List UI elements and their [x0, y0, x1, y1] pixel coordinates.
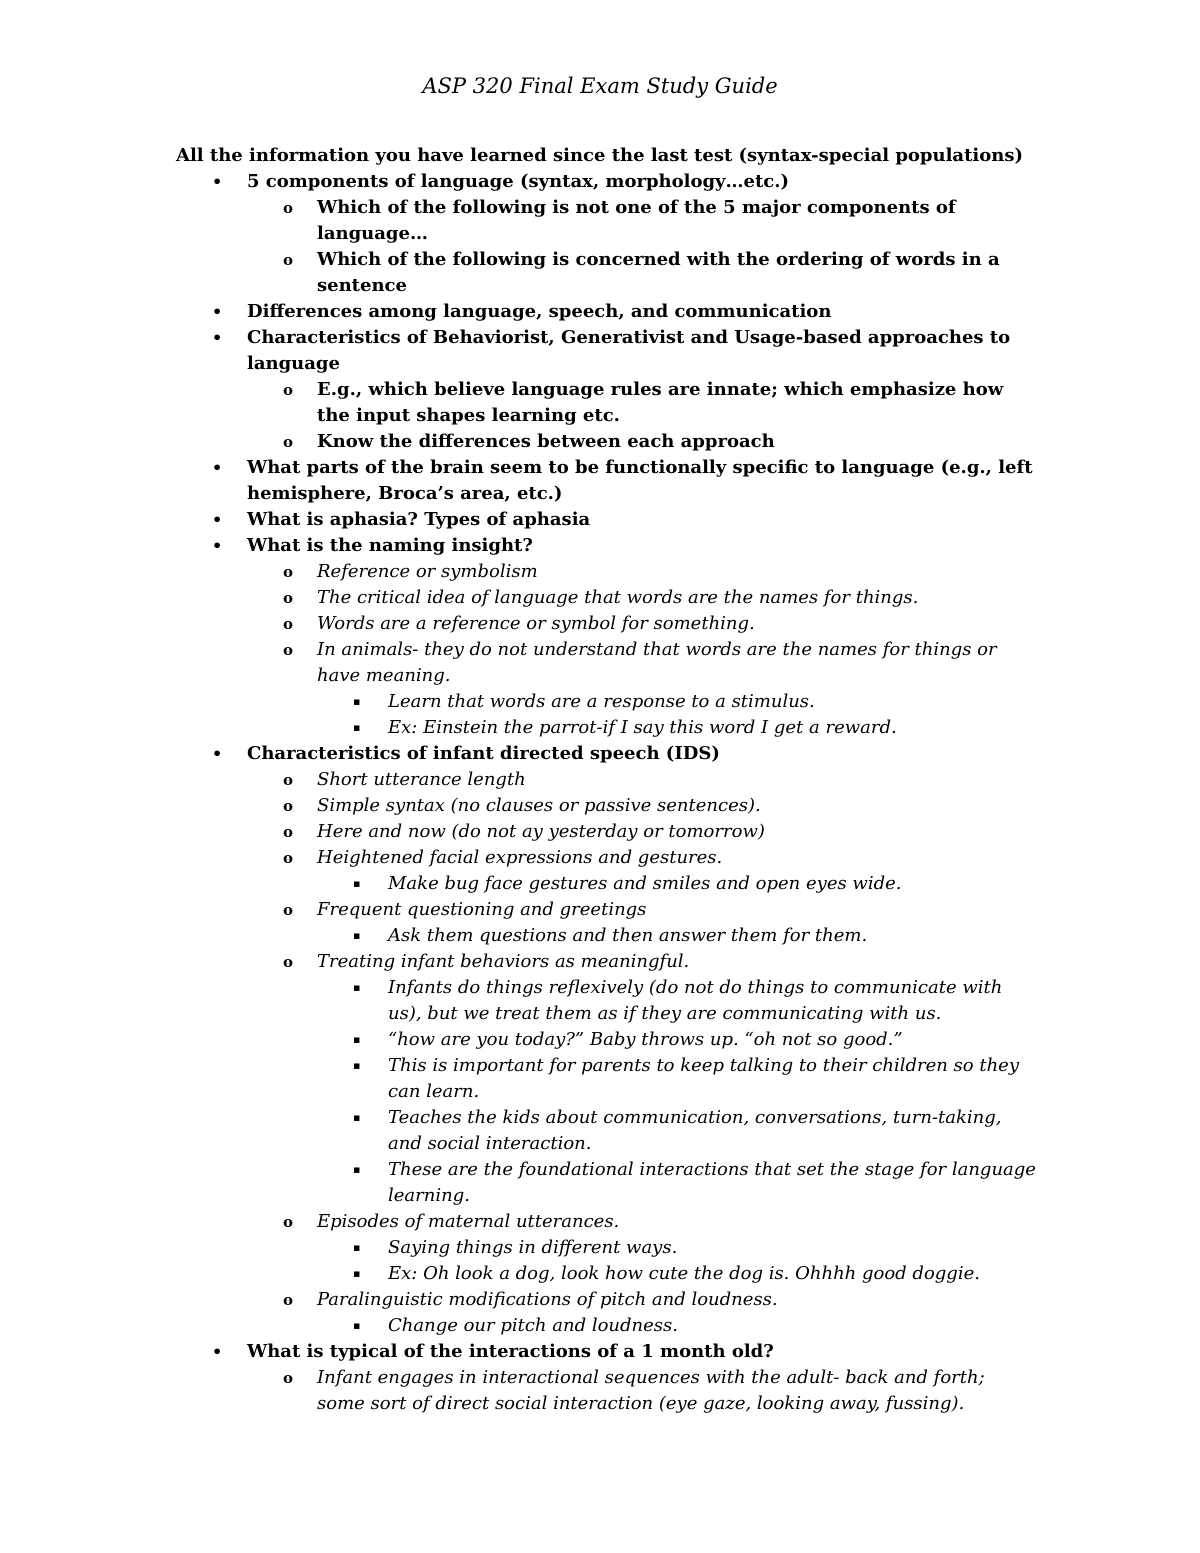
list-item-text: Ex: Einstein the parrot-if I say this word I get a reward. [388, 717, 897, 738]
bullet-square-icon: ▪ [353, 695, 361, 708]
list-item-text: Teaches the kids about communication, conversations, turn-taking, and social interaction. [388, 1107, 1002, 1154]
bullet-circle-icon: o [283, 641, 294, 659]
bullet-circle-icon: o [283, 251, 294, 269]
bullet-circle-icon: o [283, 953, 294, 971]
bullet-circle-icon: o [283, 563, 294, 581]
list-item [176, 507, 1036, 533]
bullet-square-icon: ▪ [353, 1033, 361, 1046]
intro-line: All the information you have learned since the last test (syntax-special populations) [176, 145, 1023, 166]
list-item [176, 845, 1036, 871]
bullet-square-icon: ▪ [353, 1059, 361, 1072]
bullet-disc-icon: • [212, 1342, 223, 1361]
document-body [176, 143, 1036, 1417]
bullet-disc-icon: • [212, 172, 223, 191]
list-item [176, 195, 1036, 247]
list-item-text: Ex: Oh look a dog, look how cute the dog is. Ohhhh good doggie. [388, 1263, 980, 1284]
list-item [176, 767, 1036, 793]
list-item [176, 1157, 1036, 1209]
list-item-text: Differences among language, speech, and communication [247, 301, 832, 322]
list-item-text: Reference or symbolism [317, 561, 538, 582]
list-item [176, 897, 1036, 923]
list-item [176, 793, 1036, 819]
bullet-circle-icon: o [283, 823, 294, 841]
bullet-circle-icon: o [283, 381, 294, 399]
bullet-circle-icon: o [283, 615, 294, 633]
list-item [176, 1339, 1036, 1365]
list-item [176, 871, 1036, 897]
bullet-square-icon: ▪ [353, 929, 361, 942]
list-item-text: Episodes of maternal utterances. [317, 1211, 620, 1232]
list-item-text: Ask them questions and then answer them for them. [388, 925, 868, 946]
list-item [176, 975, 1036, 1027]
list-item-text: Simple syntax (no clauses or passive sentences). [317, 795, 761, 816]
list-item [176, 689, 1036, 715]
list-item [176, 1313, 1036, 1339]
list-item-text: Which of the following is not one of the 5 major components of language… [317, 197, 956, 244]
list-item [176, 949, 1036, 975]
bullet-square-icon: ▪ [353, 1267, 361, 1280]
list-item-text: E.g., which believe language rules are innate; which emphasize how the input shapes learning etc. [317, 379, 1004, 426]
list-item [176, 377, 1036, 429]
list-item-text: Which of the following is concerned with the ordering of words in a sentence [317, 249, 1000, 296]
list-item-text: What is typical of the interactions of a 1 month old? [247, 1341, 774, 1362]
list-item-text: Infant engages in interactional sequences with the adult- back and forth; some sort of direct social interaction (eye gaze, looking away, fussing). [317, 1367, 985, 1414]
list-item-text: Words are a reference or symbol for something. [317, 613, 755, 634]
study-guide-list [176, 169, 1036, 1417]
bullet-disc-icon: • [212, 536, 223, 555]
list-item-text: Learn that words are a response to a stimulus. [388, 691, 815, 712]
document-title: ASP 320 Final Exam Study Guide [422, 74, 778, 98]
list-item-text: What is aphasia? Types of aphasia [247, 509, 591, 530]
bullet-disc-icon: • [212, 328, 223, 347]
list-item-text: Know the differences between each approach [317, 431, 775, 452]
list-item [176, 923, 1036, 949]
list-item [176, 1105, 1036, 1157]
bullet-square-icon: ▪ [353, 1319, 361, 1332]
bullet-square-icon: ▪ [353, 877, 361, 890]
list-item-text: This is important for parents to keep talking to their children so they can learn. [388, 1055, 1020, 1102]
bullet-square-icon: ▪ [353, 1111, 361, 1124]
bullet-square-icon: ▪ [353, 1163, 361, 1176]
list-item-text: “how are you today?” Baby throws up. “oh not so good.” [388, 1029, 903, 1050]
bullet-circle-icon: o [283, 1291, 294, 1309]
bullet-circle-icon: o [283, 901, 294, 919]
list-item [176, 637, 1036, 689]
bullet-disc-icon: • [212, 510, 223, 529]
list-item-text: Frequent questioning and greetings [317, 899, 647, 920]
bullet-circle-icon: o [283, 849, 294, 867]
list-item [176, 455, 1036, 507]
bullet-square-icon: ▪ [353, 721, 361, 734]
list-item-text: Characteristics of infant directed speech (IDS) [247, 743, 720, 764]
list-item-text: What parts of the brain seem to be functionally specific to language (e.g., left hemisphere, Broca’s area, etc.) [247, 457, 1033, 504]
list-item-text: Infants do things reflexively (do not do things to communicate with us), but we treat them as if they are communicating with us. [388, 977, 1003, 1024]
list-item-text: What is the naming insight? [247, 535, 533, 556]
list-item [176, 1053, 1036, 1105]
list-item [176, 559, 1036, 585]
list-item-text: In animals- they do not understand that words are the names for things or have meaning. [317, 639, 997, 686]
list-item [176, 1365, 1036, 1417]
list-item [176, 715, 1036, 741]
list-item-text: Here and now (do not ay yesterday or tomorrow) [317, 821, 765, 842]
list-item-text: These are the foundational interactions that set the stage for language learning. [388, 1159, 1036, 1206]
bullet-circle-icon: o [283, 771, 294, 789]
list-item-text: Change our pitch and loudness. [388, 1315, 678, 1336]
list-item [176, 1209, 1036, 1235]
bullet-disc-icon: • [212, 302, 223, 321]
bullet-disc-icon: • [212, 458, 223, 477]
list-item [176, 247, 1036, 299]
bullet-circle-icon: o [283, 797, 294, 815]
list-item [176, 819, 1036, 845]
list-item-text: Paralinguistic modifications of pitch and loudness. [317, 1289, 778, 1310]
list-item [176, 1027, 1036, 1053]
list-item [176, 741, 1036, 767]
list-item-text: Heightened facial expressions and gestures. [317, 847, 723, 868]
bullet-circle-icon: o [283, 433, 294, 451]
bullet-circle-icon: o [283, 589, 294, 607]
bullet-square-icon: ▪ [353, 1241, 361, 1254]
list-item [176, 1235, 1036, 1261]
list-item [176, 533, 1036, 559]
bullet-circle-icon: o [283, 199, 294, 217]
list-item [176, 169, 1036, 195]
list-item-text: Short utterance length [317, 769, 526, 790]
list-item-text: Saying things in different ways. [388, 1237, 678, 1258]
list-item [176, 1261, 1036, 1287]
list-item-text: Treating infant behaviors as meaningful. [317, 951, 690, 972]
list-item [176, 1287, 1036, 1313]
list-item [176, 611, 1036, 637]
list-item-text: Characteristics of Behaviorist, Generativist and Usage-based approaches to language [247, 327, 1011, 374]
list-item [176, 299, 1036, 325]
bullet-square-icon: ▪ [353, 981, 361, 994]
list-item [176, 325, 1036, 377]
list-item-text: 5 components of language (syntax, morphology…etc.) [247, 171, 790, 192]
list-item-text: Make bug face gestures and smiles and open eyes wide. [388, 873, 902, 894]
list-item [176, 429, 1036, 455]
bullet-disc-icon: • [212, 744, 223, 763]
list-item [176, 585, 1036, 611]
bullet-circle-icon: o [283, 1213, 294, 1231]
bullet-circle-icon: o [283, 1369, 294, 1387]
list-item-text: The critical idea of language that words are the names for things. [317, 587, 919, 608]
